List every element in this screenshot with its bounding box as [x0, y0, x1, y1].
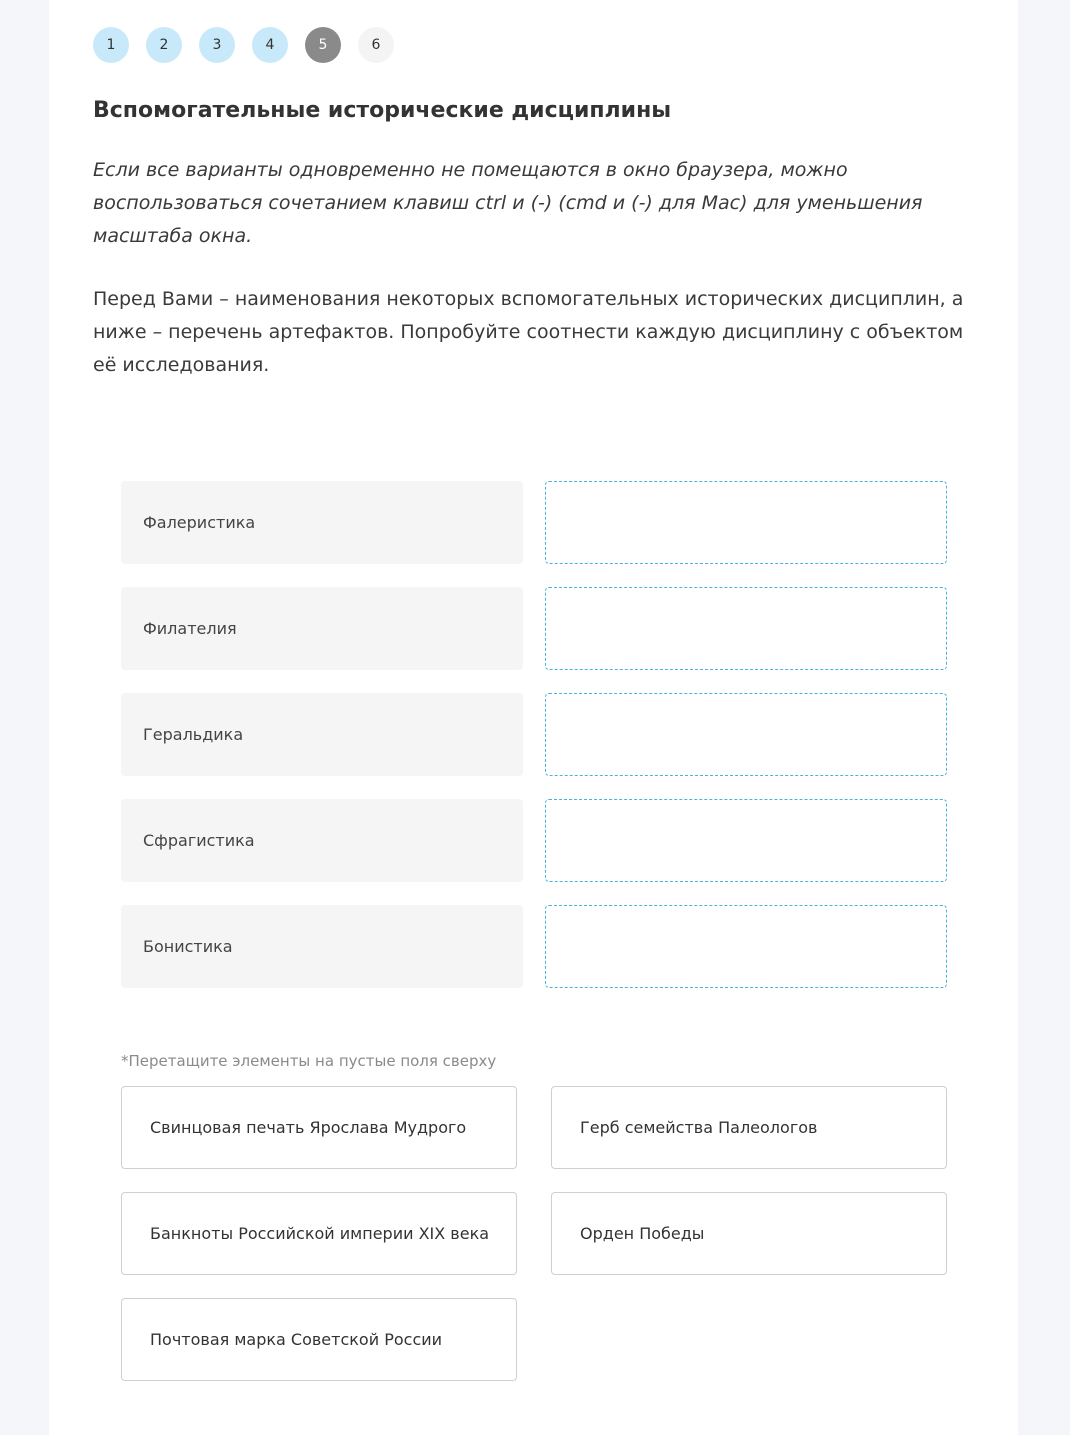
- term-label: Сфрагистика: [121, 799, 523, 882]
- draggable-item[interactable]: Банкноты Российской империи XIX века: [121, 1192, 517, 1275]
- step-6[interactable]: 6: [358, 27, 394, 63]
- match-row: [121, 905, 947, 988]
- match-row: [121, 587, 947, 670]
- term-label: Геральдика: [121, 693, 523, 776]
- drop-zone[interactable]: [545, 693, 947, 776]
- drop-zone[interactable]: [545, 481, 947, 564]
- step-3[interactable]: 3: [199, 27, 235, 63]
- step-5[interactable]: 5: [305, 27, 341, 63]
- term-label: Филателия: [121, 587, 523, 670]
- drop-zone[interactable]: [545, 587, 947, 670]
- draggable-item[interactable]: Почтовая марка Советской России: [121, 1298, 517, 1381]
- page-title: Вспомогательные исторические дисциплины: [93, 98, 672, 123]
- term-label: Бонистика: [121, 905, 523, 988]
- draggable-item[interactable]: Герб семейства Палеологов: [551, 1086, 947, 1169]
- drop-zone[interactable]: [545, 799, 947, 882]
- task-description: Перед Вами – наименования некоторых вспомогательных исторических дисциплин, а ниже – перечень артефактов. Попробуйте соотнести каждую дисциплину с объектом её исследования.: [93, 288, 964, 376]
- step-2[interactable]: 2: [146, 27, 182, 63]
- term-label: Фалеристика: [121, 481, 523, 564]
- draggable-item[interactable]: Орден Победы: [551, 1192, 947, 1275]
- step-1[interactable]: 1: [93, 27, 129, 63]
- match-row: [121, 693, 947, 776]
- draggable-item[interactable]: Свинцовая печать Ярослава Мудрого: [121, 1086, 517, 1169]
- drag-hint: *Перетащите элементы на пустые поля сверху: [121, 1052, 497, 1070]
- step-4[interactable]: 4: [252, 27, 288, 63]
- match-row: [121, 481, 947, 564]
- task-card: [49, 0, 1018, 1435]
- match-row: [121, 799, 947, 882]
- drop-zone[interactable]: [545, 905, 947, 988]
- zoom-hint: Если все варианты одновременно не помещаются в окно браузера, можно воспользоваться сочетанием клавиш ctrl и (-) (cmd и (-) для Mac) для уменьшения масштаба окна.: [93, 159, 923, 247]
